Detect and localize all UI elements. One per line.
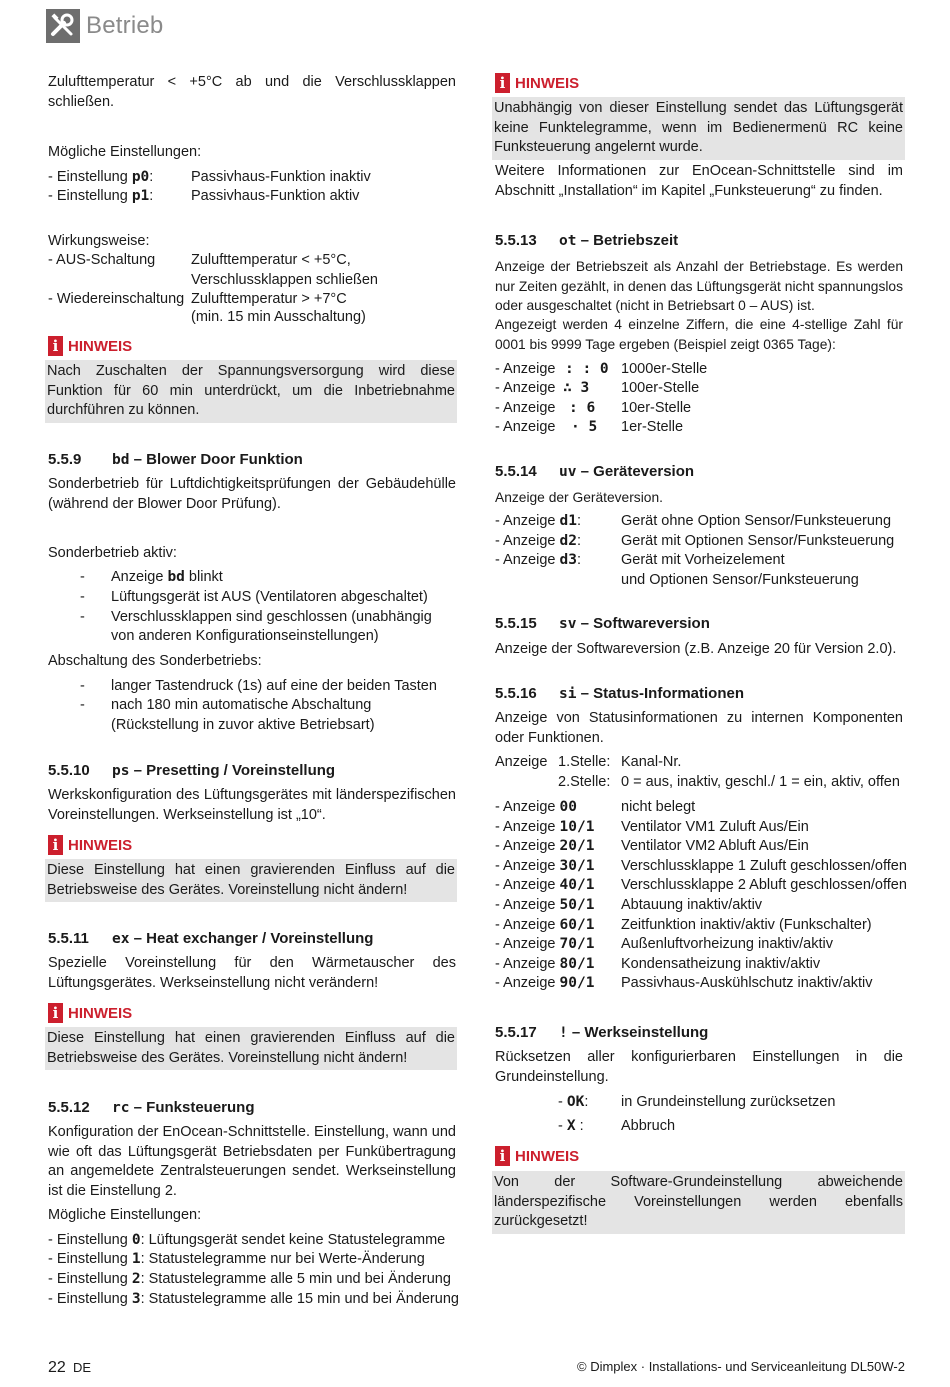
si-s1: 1.Stelle: [558,754,611,770]
section-heading-559: 5.5.9 bd – Blower Door Funktion [48,451,303,468]
si-desc: Kondensatheizung inaktiv/aktiv [621,955,821,972]
si-row: - Anzeige 30/1 [495,857,595,874]
section-heading-5516: 5.5.16 si – Status-Informationen [495,685,744,702]
uv-row: - Anzeige d3: [495,552,581,568]
si-desc: nicht belegt [621,799,696,815]
footer-page: 22 DE [48,1359,92,1376]
si-desc: Ventilator VM2 Abluft Aus/Ein [621,838,809,855]
s5513-text2: Angezeigt werden 4 einzelne Ziffern, die eine 4-stellige Zahl für 0001 bis 9999 Tage ergeben (Beispiel zeigt 0365 Tage): [495,317,903,352]
si-s1d: Kanal-Nr. [621,754,682,770]
si-desc: Verschlussklappe 2 Abluft geschlossen/offen [621,877,907,894]
si-row: - Anzeige 10/1 [495,818,595,835]
hinweis-heading: i HINWEIS [48,335,132,357]
hinweis-box: Von der Software-Grundeinstellung abweichende länderspezifische Voreinstellungen werden ebenfalls zurückgesetzt! [492,1171,905,1234]
si-row: - Anzeige 70/1 [495,936,595,953]
setting-p0: - Einstellung p0: [48,169,154,185]
s5516-text: Anzeige von Statusinformationen zu internen Komponenten oder Funktionen. [495,710,903,746]
s559-bullet3a: Verschlussklappen sind geschlossen (unabhängig [111,609,432,625]
dash: - [80,697,85,713]
wirk-a2: - Wiedereinschaltung [48,291,185,307]
si-desc: Außenluftvorheizung inaktiv/aktiv [621,936,833,953]
hinweis-box: Diese Einstellung hat einen gravierenden Einfluss auf die Betriebsweise des Gerätes. Voreinstellung nicht ändern! [45,1027,457,1070]
wirk-b2: Zulufttemperatur > +7°C [191,291,347,307]
hinweis-heading: i HINWEIS [495,1145,579,1167]
s5514-text: Anzeige der Geräteversion. [495,490,663,505]
ok-row: - OK: [558,1094,589,1110]
si-desc: Ventilator VM1 Zuluft Aus/Ein [621,818,809,835]
ot-code: ∴ 3 [563,380,590,396]
section-heading-5513: 5.5.13 ot – Betriebszeit [495,232,679,249]
si-row: - Anzeige 40/1 [495,877,595,894]
dash: - [80,589,85,605]
uv-row: - Anzeige d1: [495,513,581,529]
si-anzeige: Anzeige [495,754,548,770]
s559-bullet2: Lüftungsgerät ist AUS (Ventilatoren abgeschaltet) [111,589,428,605]
section-heading-5511: 5.5.11 ex – Heat exchanger / Voreinstellung [48,930,374,947]
ot-row: - Anzeige [495,419,556,435]
info-icon: i [495,1146,510,1166]
s559-c2a: nach 180 min automatische Abschaltung [111,697,372,713]
hinweis-box: Diese Einstellung hat einen gravierenden Einfluss auf die Betriebsweise des Gerätes. Voreinstellung nicht ändern! [45,859,457,902]
ot-desc: 1er-Stelle [621,419,684,435]
si-row: - Anzeige 60/1 [495,916,595,933]
ot-row: - Anzeige [495,361,556,377]
section-heading-5510: 5.5.10 ps – Presetting / Voreinstellung [48,762,336,779]
hinweis-heading: i HINWEIS [48,1002,132,1024]
s5517-text: Rücksetzen aller konfigurierbaren Einstellungen in die Grundeinstellung. [495,1049,903,1085]
si-desc: Verschlussklappe 1 Zuluft geschlossen/offen [621,857,907,874]
ot-row: - Anzeige [495,380,556,396]
ot-row: - Anzeige [495,400,556,416]
x-desc: Abbruch [621,1118,676,1134]
x-row: - X : [558,1118,584,1134]
uv-desc: Gerät mit Optionen Sensor/Funksteuerung [621,533,895,549]
settings-label: Mögliche Einstellungen: [48,144,202,160]
section-heading-5514: 5.5.14 uv – Geräteversion [495,463,695,480]
s559-active: Sonderbetrieb aktiv: [48,545,177,561]
footer-copyright: © Dimplex · Installations- und Serviceanleitung DL50W-2 [577,1359,905,1374]
s5515-text: Anzeige der Softwareversion (z.B. Anzeige 20 für Version 2.0). [495,641,897,657]
wirk-b0: Zulufttemperatur < +5°C, [191,252,351,268]
s559-c2b: (Rückstellung in zuvor aktive Betriebsart) [111,717,375,733]
info-icon: i [48,1003,63,1023]
setting-p1: - Einstellung p1: [48,188,154,204]
si-row: - Anzeige 00 [495,799,577,815]
hinweis-box: Nach Zuschalten der Spannungsversorgung wird diese Funktion für 60 min unterdrückt, um die Inbetriebnahme durchführen zu können. [45,360,457,423]
wirk-label: Wirkungsweise: [48,233,150,249]
si-desc: Passivhaus-Auskühlschutz inaktiv/aktiv [621,975,873,992]
dash: - [80,678,85,694]
s559-text: Sonderbetrieb für Luftdichtigkeitsprüfungen der Gebäudehülle (während der Blower Door Prüfung). [48,476,456,512]
info-text: Weitere Informationen zur EnOcean-Schnittstelle sind im Abschnitt „Installation“ im Kapitel „Funksteuerung“ zu finden. [495,163,903,199]
section-heading-5517: 5.5.17 ! – Werkseinstellung [495,1024,709,1041]
uv-desc: Gerät mit Vorheizelement [621,552,785,568]
ot-desc: 1000er-Stelle [621,361,708,377]
ot-code: : : 0 [565,361,609,377]
section-heading-5515: 5.5.15 sv – Softwareversion [495,615,710,632]
si-s2d: 0 = aus, inaktiv, geschl./ 1 = ein, aktiv, offen [621,774,900,790]
s559-bullet3b: von anderen Konfigurationseinstellungen) [111,628,379,644]
dash: - [80,569,85,585]
setting-p1-desc: Passivhaus-Funktion aktiv [191,188,360,204]
s5513-text: Anzeige der Betriebszeit als Anzahl der Betriebstage. Es werden nur Zeiten gezählt, in denen das Lüftungsgerät nicht spannungslos oder ausgeschaltet (nicht in Betriebsart 0 – AUS) ist. [495,259,903,313]
si-row: - Anzeige 50/1 [495,897,595,913]
rc-setting-1: - Einstellung 1: Statustelegramme nur bei Werte-Änderung [48,1251,425,1267]
s5510-text: Werkskonfiguration des Lüftungsgerätes mit länderspezifischen Voreinstellungen. Werkseinstellung ist „10“. [48,787,456,823]
wirk-b3: (min. 15 min Ausschaltung) [191,309,366,325]
si-row: - Anzeige 20/1 [495,838,595,855]
si-s2: 2.Stelle: [558,774,611,790]
info-icon: i [48,835,63,855]
rc-setting-3: - Einstellung 3: Statustelegramme alle 15 min und bei Änderung [48,1291,459,1307]
section-heading-5512: 5.5.12 rc – Funksteuerung [48,1099,255,1116]
ot-desc: 100er-Stelle [621,380,700,396]
si-desc: Zeitfunktion inaktiv/aktiv (Funkschalter) [621,916,872,933]
s5511-text: Spezielle Voreinstellung für den Wärmetauscher des Lüftungsgerätes. Werkseinstellung nicht verändern! [48,955,456,991]
wirk-a0: - AUS-Schaltung [48,252,156,268]
uv-extra: und Optionen Sensor/Funksteuerung [621,572,859,588]
si-desc: Abtauung inaktiv/aktiv [621,897,763,913]
hinweis-box: Unabhängig von dieser Einstellung sendet das Lüftungsgerät keine Funktelegramme, wenn im Bedienermenü RC keine Funksteuerung angelernt wurde. [492,97,905,160]
uv-desc: Gerät ohne Option Sensor/Funksteuerung [621,513,892,529]
s559-off: Abschaltung des Sonderbetriebs: [48,653,262,669]
ot-code: : 6 [569,400,596,416]
page-title: Betrieb [86,12,164,39]
ot-code: · 5 [571,419,598,435]
intro-text: Zulufttemperatur < +5°C ab und die Verschlussklappen schließen. [48,74,456,110]
wirk-b1: Verschlussklappen schließen [191,272,378,288]
si-row: - Anzeige 90/1 [495,975,595,992]
s559-c1: langer Tastendruck (1s) auf eine der beiden Tasten [111,678,437,694]
s5512-text: Konfiguration der EnOcean-Schnittstelle. Einstellung, wann und wie oft das Lüftungsgerät Betriebsdaten per Funkübertragung an angemeldete Zentralsteuerungen sendet. Werkseinstellung ist die Einstellung 2. [48,1124,456,1199]
ok-desc: in Grundeinstellung zurücksetzen [621,1094,836,1110]
rc-setting-0: - Einstellung 0: Lüftungsgerät sendet keine Statustelegramme [48,1232,446,1248]
page-header [46,8,163,44]
dash: - [80,609,85,625]
info-icon: i [48,336,63,356]
ot-desc: 10er-Stelle [621,400,692,416]
si-row: - Anzeige 80/1 [495,955,595,972]
uv-row: - Anzeige d2: [495,533,581,549]
tools-icon [46,9,80,43]
hinweis-heading: i HINWEIS [48,834,132,856]
hinweis-heading: i HINWEIS [495,72,579,94]
rc-setting-2: - Einstellung 2: Statustelegramme alle 5 min und bei Änderung [48,1271,451,1287]
s559-bullet1: Anzeige bd blinkt [111,569,223,585]
s5512-label: Mögliche Einstellungen: [48,1207,202,1223]
setting-p0-desc: Passivhaus-Funktion inaktiv [191,169,371,185]
info-icon: i [495,73,510,93]
